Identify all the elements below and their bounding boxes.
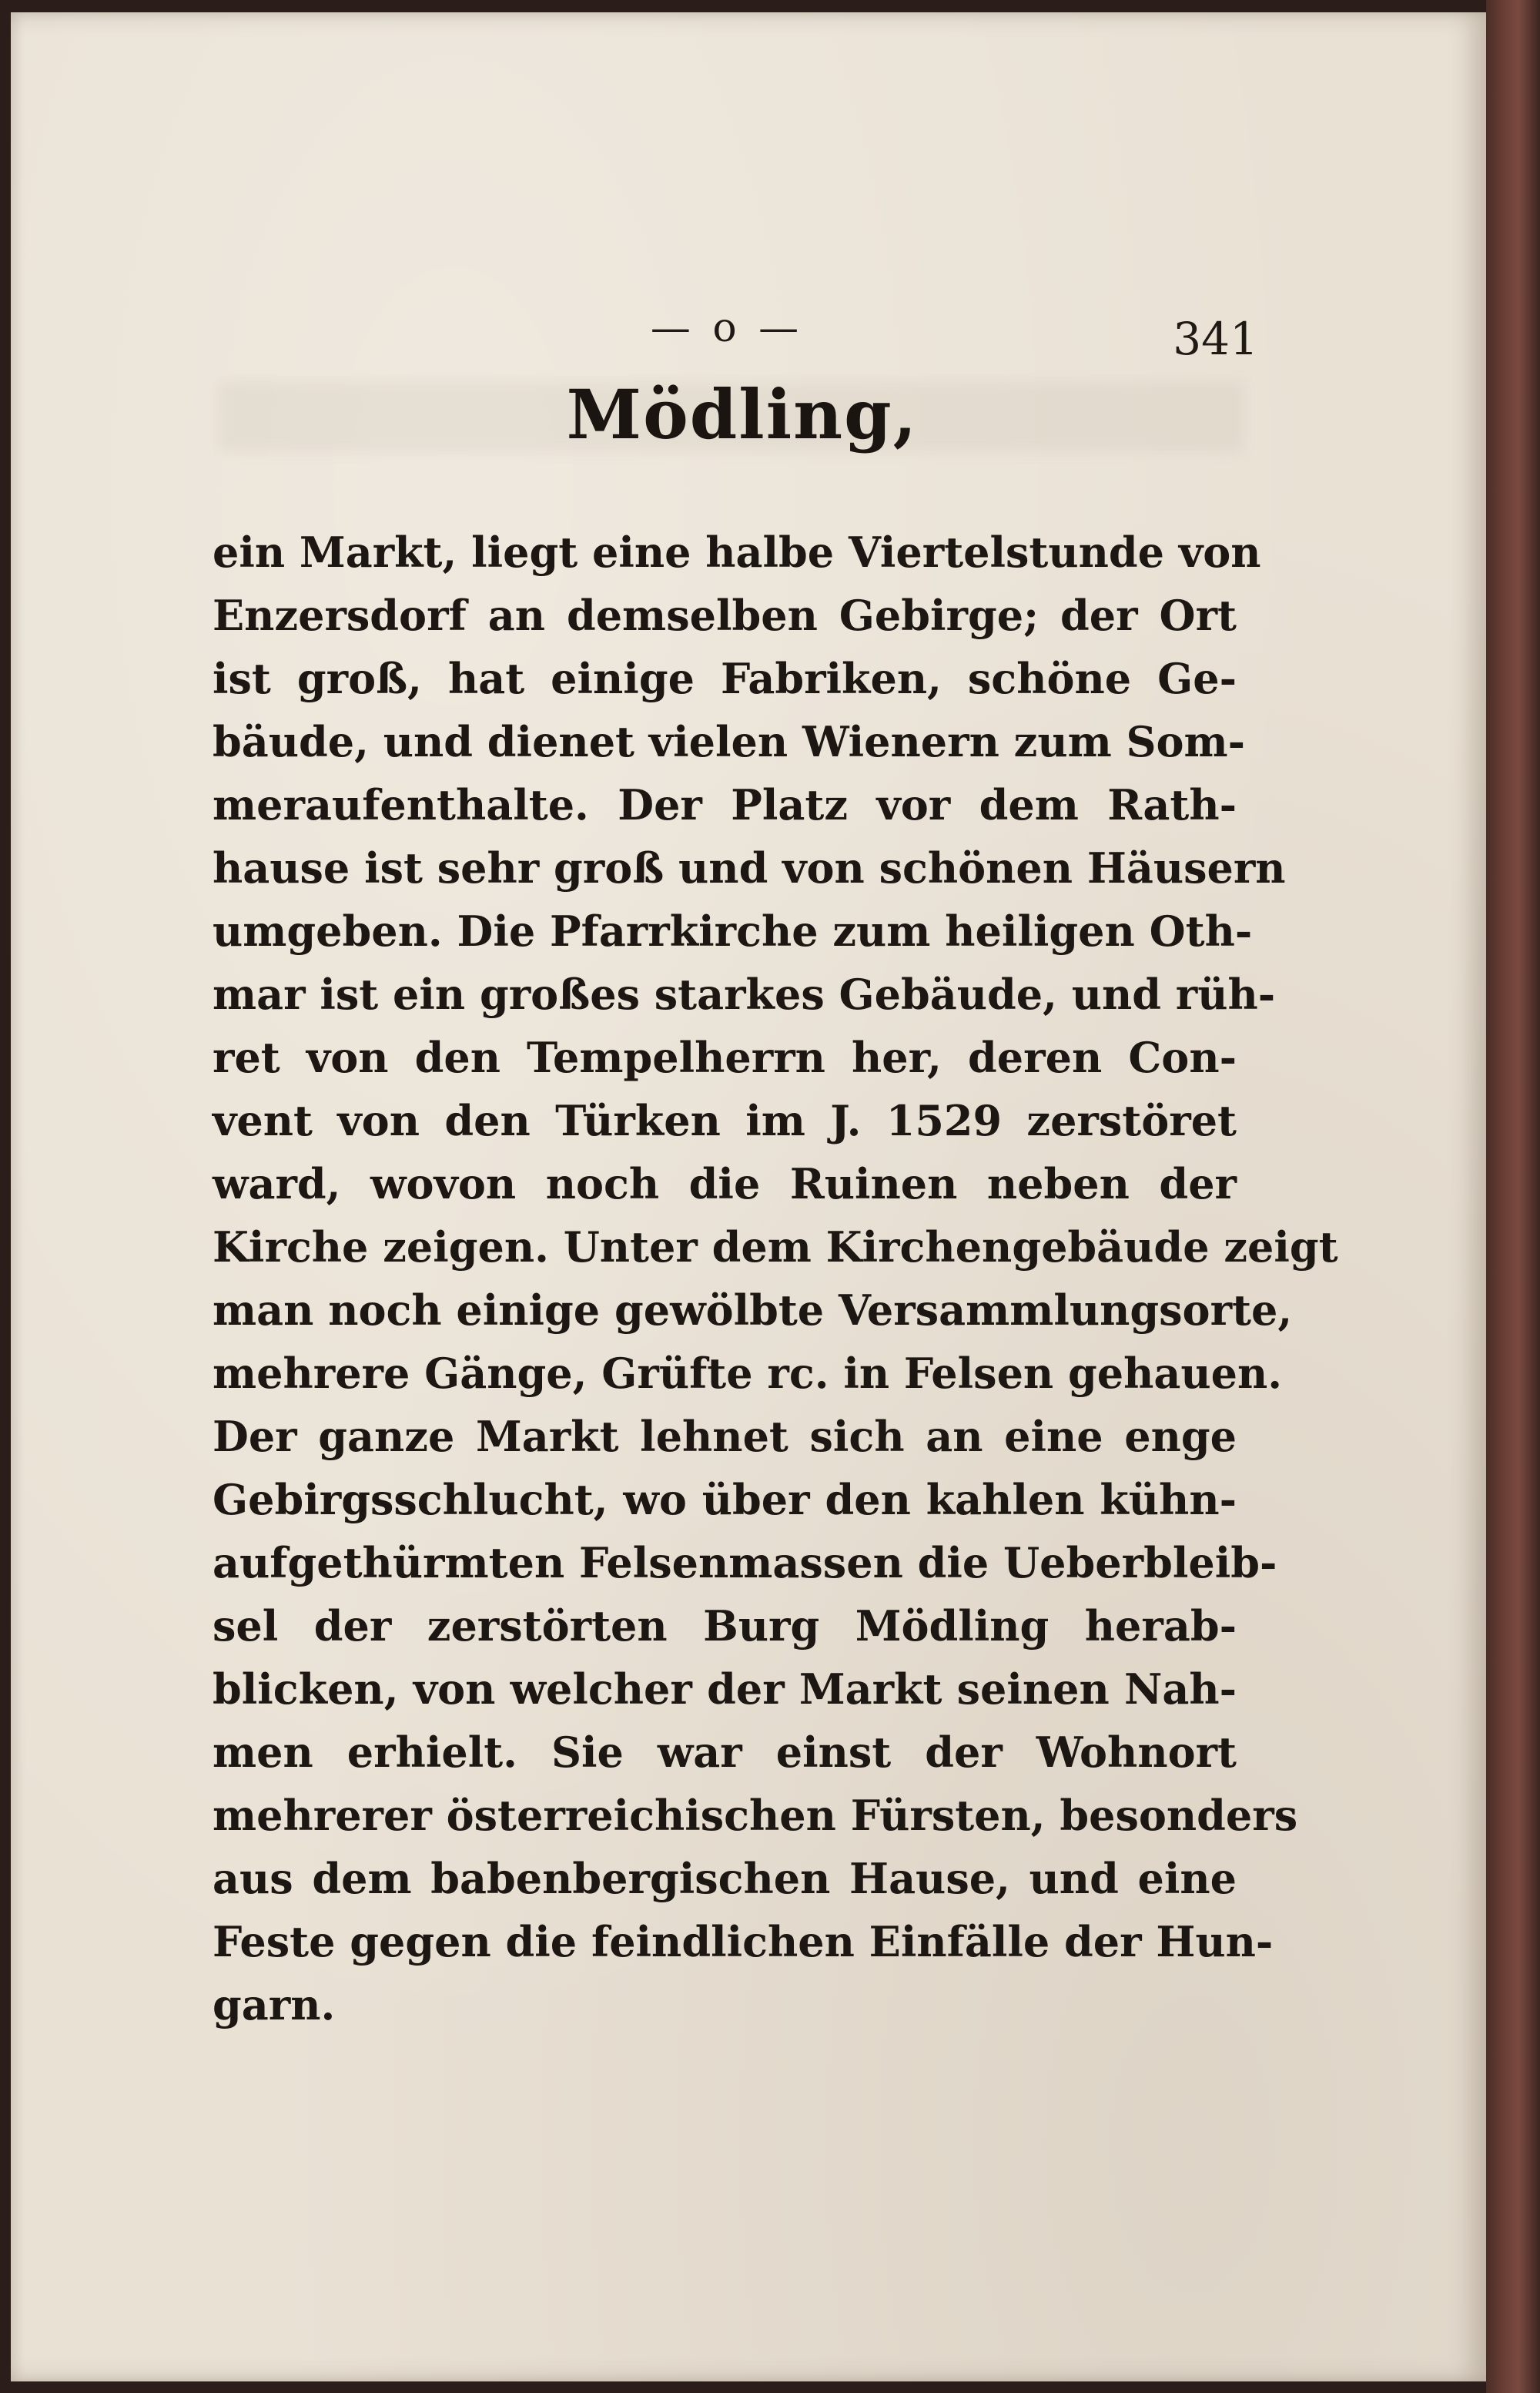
header-ornament: — o — [650,305,804,351]
text-line: Kirche zeigen. Unter dem Kirchengebäude zeigt [213,1222,1338,1272]
text-line: Gebirgsschlucht, wo über den kahlen kühn- [213,1475,1237,1524]
page-title: Mödling, [566,374,919,454]
text-line: men erhielt. Sie war einst der Wohnort [213,1728,1237,1777]
text-line: man noch einige gewölbte Versammlungsorte, [213,1285,1293,1335]
body-text [213,521,1338,2036]
text-line: mehrere Gänge, Grüfte rc. in Felsen gehauen. [213,1349,1283,1398]
text-line: bäude, und dienet vielen Wienern zum Som- [213,717,1246,766]
text-line: aus dem babenbergischen Hause, und eine [213,1854,1237,1903]
book-edge [1486,0,1540,2393]
text-line: mar ist ein großes starkes Gebäude, und rüh- [213,970,1276,1019]
text-line: Feste gegen die feindlichen Einfälle der Hun- [213,1917,1274,1966]
text-line: ist groß, hat einige Fabriken, schöne Ge- [213,654,1237,703]
text-line: meraufenthalte. Der Platz vor dem Rath- [213,780,1237,830]
text-line: hause ist sehr groß und von schönen Häusern [213,843,1286,893]
page-number: 341 [1173,313,1258,365]
text-line: sel der zerstörten Burg Mödling herab- [213,1601,1237,1651]
text-line: ein Markt, liegt eine halbe Viertelstunde von [213,528,1261,577]
text-line: umgeben. Die Pfarrkirche zum heiligen Oth- [213,907,1253,956]
text-line: blicken, von welcher der Markt seinen Nah- [213,1664,1237,1714]
book-page [11,12,1486,2381]
text-line: mehrerer österreichischen Fürsten, besonders [213,1791,1298,1840]
text-line: Enzersdorf an demselben Gebirge; der Ort [213,591,1237,640]
text-line: vent von den Türken im J. 1529 zerstöret [213,1096,1237,1145]
text-line: ward, wovon noch die Ruinen neben der [213,1159,1237,1208]
text-line: ret von den Tempelherrn her, deren Con- [213,1033,1237,1082]
text-line: aufgethürmten Felsenmassen die Ueberbleib- [213,1538,1277,1587]
text-line: Der ganze Markt lehnet sich an eine enge [213,1412,1237,1461]
text-line: garn. [213,1980,336,2029]
